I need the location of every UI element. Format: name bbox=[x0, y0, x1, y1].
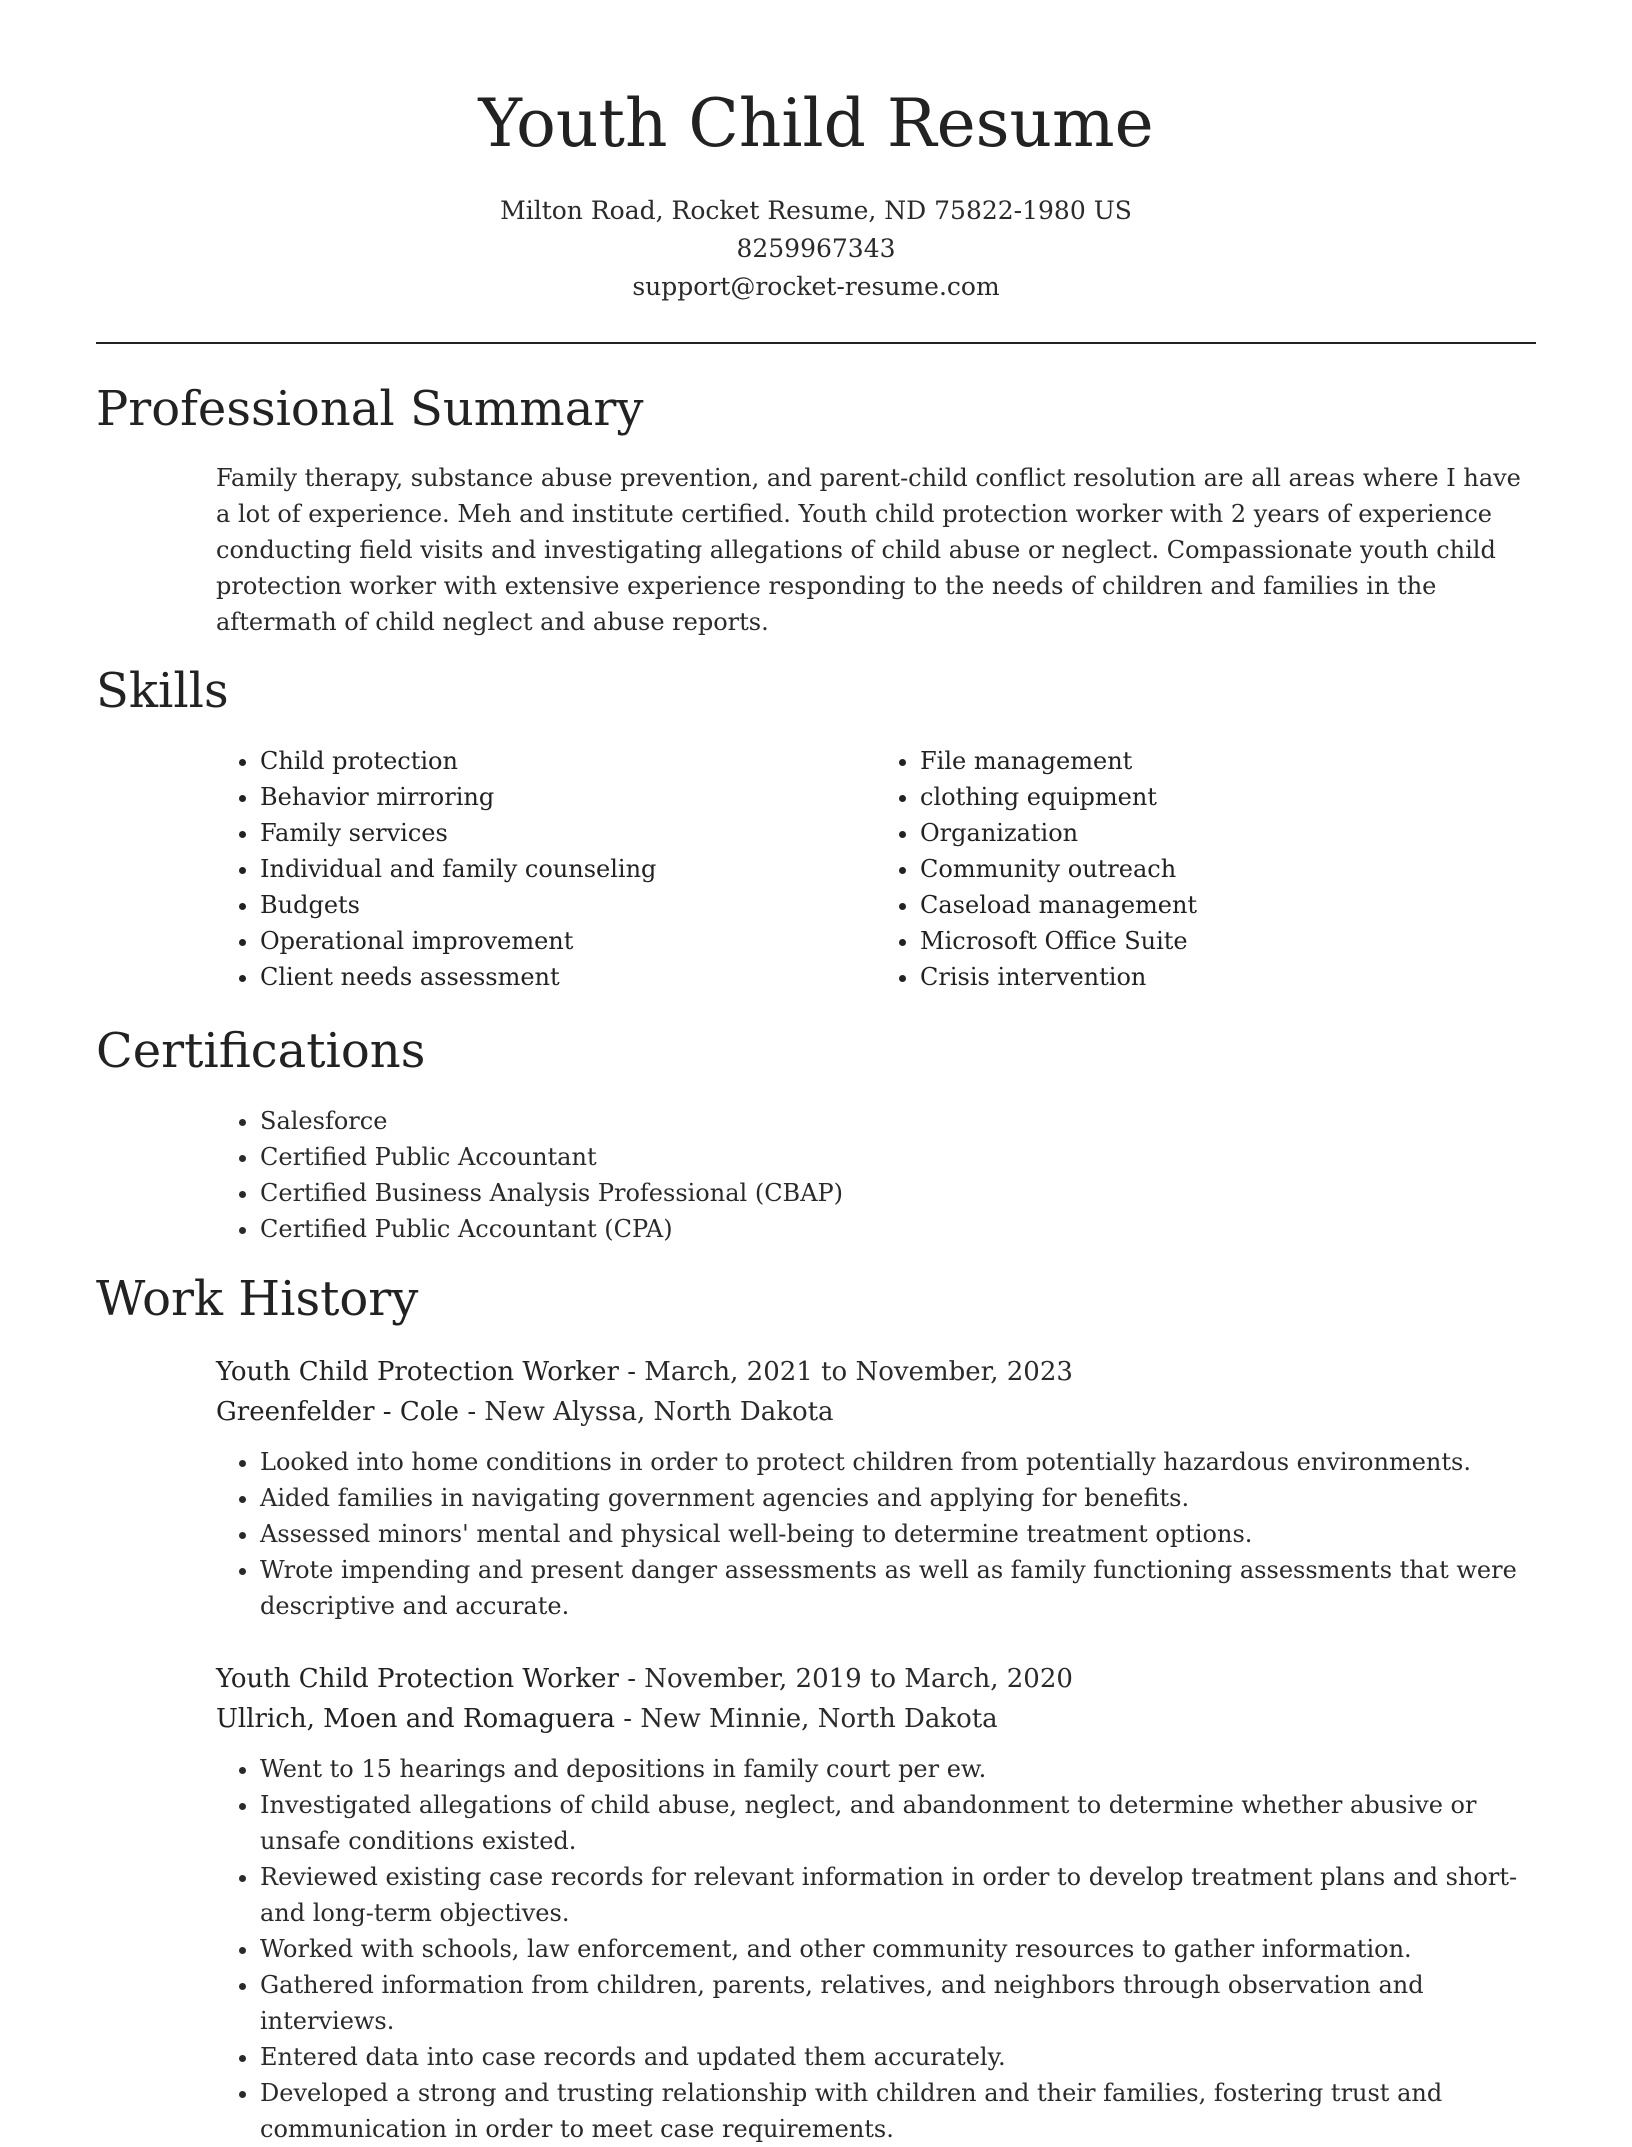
job-location: New Minnie, North Dakota bbox=[640, 1704, 998, 1734]
skills-heading: Skills bbox=[96, 663, 229, 719]
work-history-heading: Work History bbox=[96, 1271, 419, 1327]
skill-item: • Budgets bbox=[260, 887, 876, 923]
certification-item: • Certified Public Accountant (CPA) bbox=[260, 1211, 1536, 1247]
job-bullet: • Wrote impending and present danger assessments as well as family functioning assessments that were descriptive and accurate. bbox=[260, 1552, 1536, 1624]
job-bullet: • Investigated allegations of child abuse, neglect, and abandonment to determine whether abusive or unsafe conditions existed. bbox=[260, 1787, 1536, 1859]
skill-item: • Caseload management bbox=[920, 887, 1536, 923]
job-bullet: • Entered data into case records and updated them accurately. bbox=[260, 2039, 1536, 2075]
job-bullet: • Reviewed existing case records for relevant information in order to develop treatment plans and short- and long-term objectives. bbox=[260, 1859, 1536, 1931]
job-bullets bbox=[216, 1751, 1536, 2147]
certification-item: • Certified Public Accountant bbox=[260, 1139, 1536, 1175]
job-bullets bbox=[216, 1444, 1536, 1624]
job-entry bbox=[216, 1352, 1536, 1624]
contact-email: support@rocket-resume.com bbox=[632, 272, 1000, 301]
job-dates: November, 2019 to March, 2020 bbox=[644, 1664, 1073, 1694]
skill-item: • Family services bbox=[260, 815, 876, 851]
resume-name: Youth Child Resume bbox=[478, 85, 1154, 162]
skill-item: • Community outreach bbox=[920, 851, 1536, 887]
job-role: Youth Child Protection Worker bbox=[216, 1664, 619, 1694]
job-bullet: • Worked with schools, law enforcement, and other community resources to gather information. bbox=[260, 1931, 1536, 1967]
skill-item: • Behavior mirroring bbox=[260, 779, 876, 815]
separator: - bbox=[615, 1704, 641, 1734]
separator: - bbox=[459, 1397, 485, 1427]
skill-item: • File management bbox=[920, 743, 1536, 779]
header-divider bbox=[96, 342, 1536, 344]
separator: - bbox=[618, 1357, 645, 1387]
skills-left-column bbox=[216, 743, 876, 995]
summary-text: Family therapy, substance abuse prevention, and parent-child conflict resolution are all areas where I have a lot of experience. Meh and institute certified. Youth child protection worker with 2 years of experience conducting field visits and investigating allegations of child abuse or neglect. Compassionate youth child protection worker with extensive experience responding to the needs of children and families in the aftermath of child neglect and abuse reports. bbox=[216, 464, 1521, 636]
skill-item: • Operational improvement bbox=[260, 923, 876, 959]
job-dates: March, 2021 to November, 2023 bbox=[644, 1357, 1073, 1387]
skill-item: • clothing equipment bbox=[920, 779, 1536, 815]
summary-heading: Professional Summary bbox=[96, 381, 644, 437]
certification-item: • Certified Business Analysis Professional (CBAP) bbox=[260, 1175, 1536, 1211]
job-title-line bbox=[216, 1659, 1536, 1699]
job-title-line bbox=[216, 1352, 1536, 1392]
job-bullet: • Gathered information from children, parents, relatives, and neighbors through observation and interviews. bbox=[260, 1967, 1536, 2039]
job-company: Ullrich, Moen and Romaguera bbox=[216, 1704, 616, 1734]
contact-address: Milton Road, Rocket Resume, ND 75822-1980 US bbox=[500, 196, 1132, 225]
job-bullet: • Went to 15 hearings and depositions in family court per ew. bbox=[260, 1751, 1536, 1787]
skills-list bbox=[216, 743, 1536, 995]
skill-item: • Individual and family counseling bbox=[260, 851, 876, 887]
job-role: Youth Child Protection Worker bbox=[216, 1357, 619, 1387]
separator: - bbox=[618, 1664, 645, 1694]
skills-right-column bbox=[876, 743, 1536, 995]
job-company-line bbox=[216, 1699, 1536, 1739]
resume-header bbox=[96, 84, 1536, 306]
skill-item: • Microsoft Office Suite bbox=[920, 923, 1536, 959]
job-company-line bbox=[216, 1392, 1536, 1432]
skill-item: • Client needs assessment bbox=[260, 959, 876, 995]
certifications-heading: Certifications bbox=[96, 1023, 426, 1079]
certifications-list bbox=[216, 1103, 1536, 1247]
job-bullet: • Developed a strong and trusting relationship with children and their families, fostering trust and communication in order to meet case requirements. bbox=[260, 2075, 1536, 2147]
job-company: Greenfelder - Cole bbox=[216, 1397, 460, 1427]
skill-item: • Child protection bbox=[260, 743, 876, 779]
skill-item: • Organization bbox=[920, 815, 1536, 851]
job-bullet: • Assessed minors' mental and physical well-being to determine treatment options. bbox=[260, 1516, 1536, 1552]
skill-item: • Crisis intervention bbox=[920, 959, 1536, 995]
certification-item: • Salesforce bbox=[260, 1103, 1536, 1139]
job-bullet: • Aided families in navigating government agencies and applying for benefits. bbox=[260, 1480, 1536, 1516]
job-bullet: • Looked into home conditions in order to protect children from potentially hazardous environments. bbox=[260, 1444, 1536, 1480]
job-entry bbox=[216, 1659, 1536, 2147]
contact-info bbox=[96, 192, 1536, 306]
job-location: New Alyssa, North Dakota bbox=[484, 1397, 834, 1427]
contact-phone: 8259967343 bbox=[736, 234, 896, 263]
